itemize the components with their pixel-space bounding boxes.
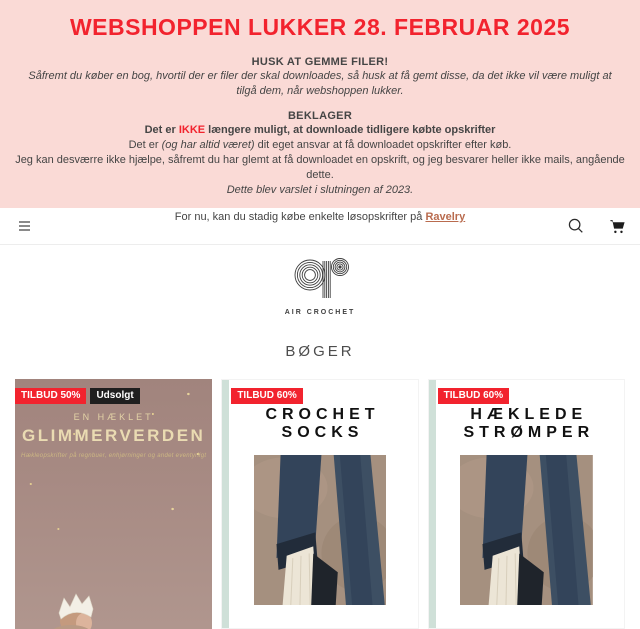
cover-subtitle: Hækleopskrifter på regnbuer, enhjørninger og andet eventyrligt — [20, 453, 207, 459]
badge-row — [15, 388, 140, 404]
header-actions — [565, 215, 628, 237]
banner-title: WEBSHOPPEN LUKKER 28. FEBRUAR 2025 — [69, 14, 571, 40]
ravelry-line: For nu, kan du stadig købe enkelte løsopskrifter på Ravelry — [174, 211, 466, 223]
site-logo[interactable] — [0, 254, 640, 316]
cover-title: GLIMMERVERDEN — [22, 426, 206, 445]
soldout-badge: Udsolgt — [90, 388, 139, 404]
cover-spine-strip — [222, 380, 229, 628]
product-card-crochet-socks[interactable] — [221, 379, 418, 629]
warned-line: Dette blev varslet i slutningen af 2023. — [226, 184, 414, 196]
child-with-crown-image — [41, 589, 123, 629]
air-crochet-logo-icon — [289, 254, 351, 302]
socks-photo — [460, 455, 593, 605]
closing-announcement-banner — [0, 0, 640, 223]
no-download-line: Det er IKKE længere muligt, at downloade tidligere købte opskrifter — [144, 124, 496, 136]
cover-title-line2: SOCKS — [281, 424, 364, 441]
search-icon[interactable] — [565, 215, 587, 237]
section-title-boger: BØGER — [285, 343, 355, 360]
book-cover — [221, 379, 418, 629]
cover-title-line2: STRØMPER — [463, 424, 595, 441]
logo-caption: AIR CROCHET — [284, 309, 356, 316]
apology-heading: BEKLAGER — [287, 110, 353, 122]
cover-title-line1: HÆKLEDE — [470, 406, 588, 423]
ravelry-link[interactable]: Ravelry — [425, 211, 466, 223]
cover-title-line1: CROCHET — [265, 406, 380, 423]
ikke-emphasis: IKKE — [178, 124, 206, 136]
sale-badge: TILBUD 60% — [231, 388, 302, 404]
product-grid — [0, 379, 640, 629]
hamburger-menu-icon[interactable] — [17, 217, 32, 235]
socks-photo — [254, 455, 387, 605]
no-help-line: Jeg kan desværre ikke hjælpe, såfremt du har glemt at få downloadet en opskrift, og jeg besvarer heller ikke mails, angående dette. — [15, 154, 625, 181]
badge-row — [438, 388, 509, 404]
keep-files-text: Såfremt du køber en bog, hvortil der er filer der skal downloades, så husk at få gemt disse, da det ikke vil være muligt at tilgå dem, når webshoppen lukker. — [28, 70, 612, 97]
cart-icon[interactable] — [607, 216, 628, 237]
keep-files-heading: HUSK AT GEMME FILER! — [251, 56, 389, 68]
product-card-haeklede-stromper[interactable] — [428, 379, 625, 629]
book-cover — [428, 379, 625, 629]
sale-badge: TILBUD 60% — [438, 388, 509, 404]
product-card-glimmerverden[interactable] — [15, 379, 212, 629]
badge-row — [231, 388, 302, 404]
cover-kicker: EN HÆKLET — [73, 412, 154, 422]
responsibility-line: Det er (og har altid været) dit eget ansvar at få downloadet opskrifter efter køb. — [128, 139, 512, 151]
cover-spine-strip — [429, 380, 436, 628]
book-cover — [15, 379, 212, 629]
sale-badge: TILBUD 50% — [15, 388, 86, 404]
